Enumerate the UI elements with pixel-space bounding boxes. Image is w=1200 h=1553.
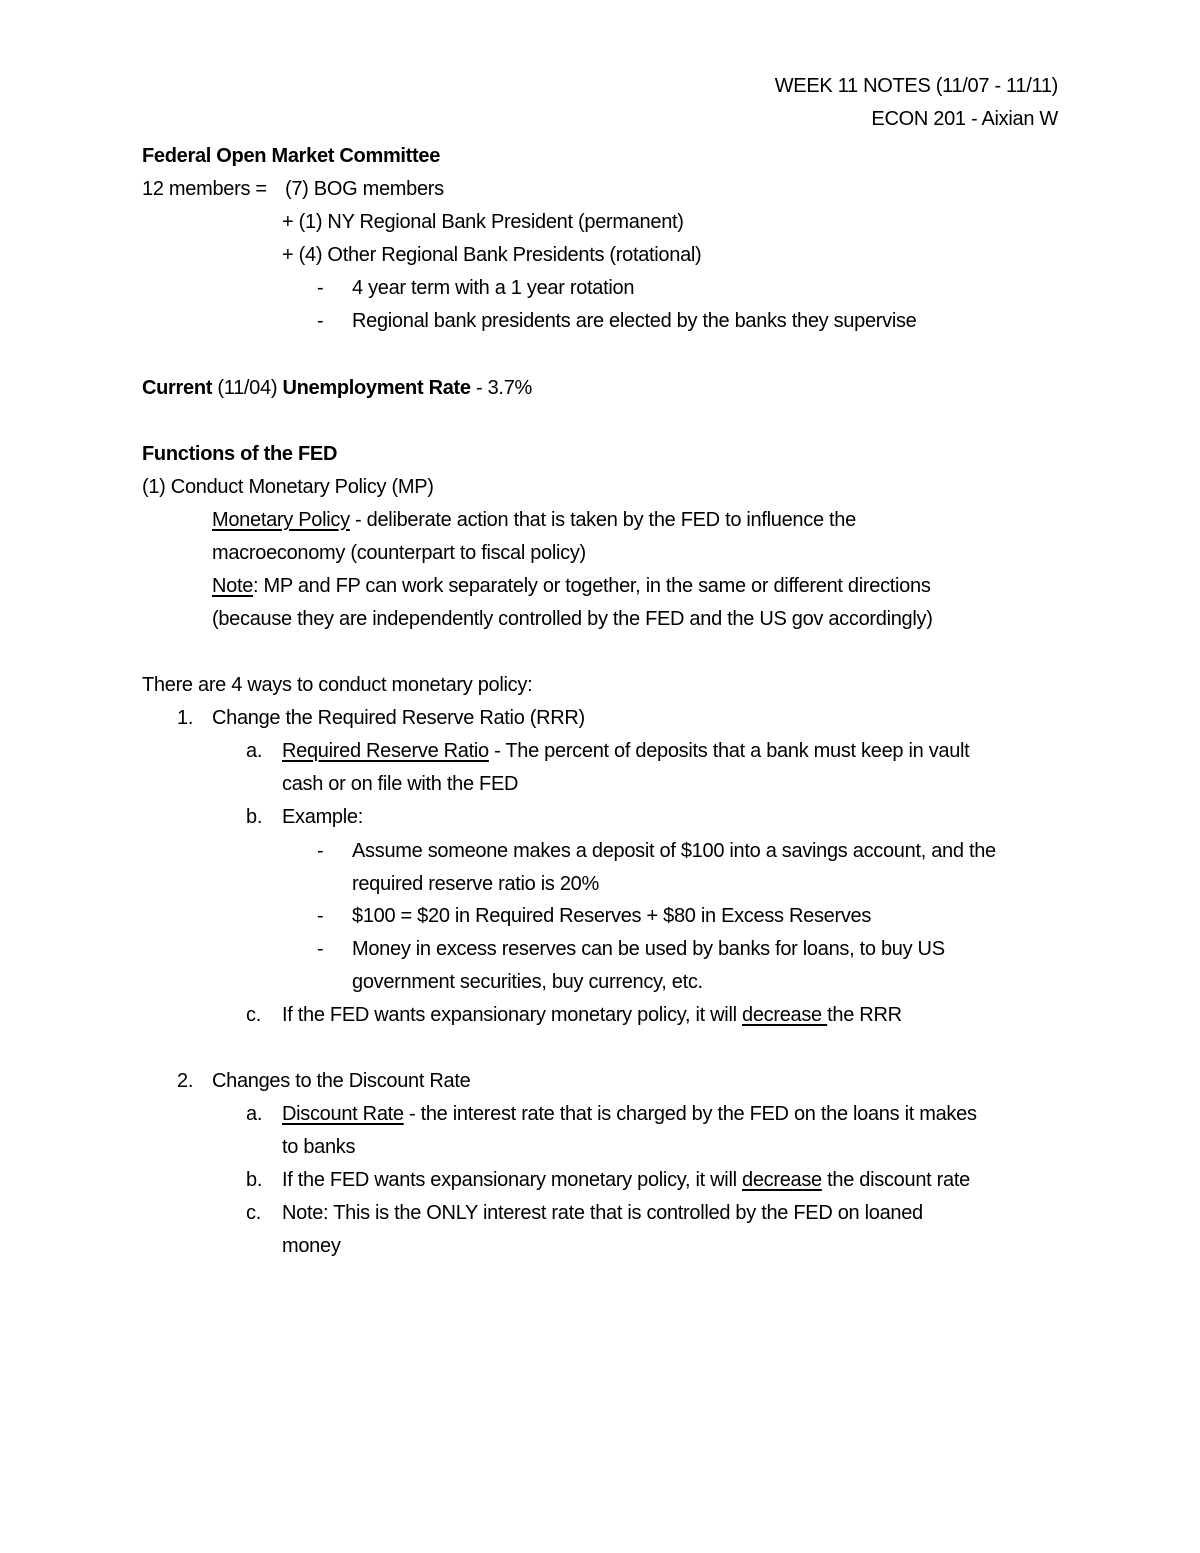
way-2-title: Changes to the Discount Rate <box>212 1070 471 1092</box>
list-letter: c. <box>246 1202 261 1224</box>
list-letter: c. <box>246 1004 261 1026</box>
discount-expansionary-line: If the FED wants expansionary monetary policy, it will decrease the discount rate <box>282 1169 970 1191</box>
fomc-members-2: + (1) NY Regional Bank President (permanent) <box>282 211 684 233</box>
functions-item-1: (1) Conduct Monetary Policy (MP) <box>142 476 434 498</box>
fomc-members-1: (7) BOG members <box>285 178 444 200</box>
header-course-line: ECON 201 - Aixian W <box>871 108 1058 130</box>
rrr-expansionary-line: If the FED wants expansionary monetary policy, it will decrease the RRR <box>282 1004 902 1026</box>
list-letter: b. <box>246 806 263 828</box>
example-1-line-2: required reserve ratio is 20% <box>352 873 599 895</box>
list-letter: b. <box>246 1169 263 1191</box>
dash-bullet: - <box>317 905 324 927</box>
discount-definition-line-2: to banks <box>282 1136 356 1158</box>
fomc-bullet-2: Regional bank presidents are elected by the banks they supervise <box>352 310 917 332</box>
unemployment-line: Current (11/04) Unemployment Rate - 3.7% <box>142 377 532 399</box>
mp-definition-line-2: macroeconomy (counterpart to fiscal policy) <box>212 542 586 564</box>
way-1-title: Change the Required Reserve Ratio (RRR) <box>212 707 585 729</box>
dash-bullet: - <box>317 938 324 960</box>
note-line-1: Note: MP and FP can work separately or together, in the same or different directions <box>212 575 931 597</box>
rrr-definition-line-1: Required Reserve Ratio - The percent of deposits that a bank must keep in vault <box>282 740 970 762</box>
list-letter: a. <box>246 1103 263 1125</box>
list-number: 2. <box>177 1070 194 1092</box>
discount-note-line-1: Note: This is the ONLY interest rate that is controlled by the FED on loaned <box>282 1202 923 1224</box>
example-3-line-1: Money in excess reserves can be used by banks for loans, to buy US <box>352 938 945 960</box>
example-2: $100 = $20 in Required Reserves + $80 in Excess Reserves <box>352 905 872 927</box>
fomc-bullet-1: 4 year term with a 1 year rotation <box>352 277 635 299</box>
fomc-heading: Federal Open Market Committee <box>142 145 441 167</box>
list-letter: a. <box>246 740 263 762</box>
example-1-line-1: Assume someone makes a deposit of $100 into a savings account, and the <box>352 840 996 862</box>
header-week-line: WEEK 11 NOTES (11/07 - 11/11) <box>774 75 1058 97</box>
rrr-definition-line-2: cash or on file with the FED <box>282 773 519 795</box>
example-3-line-2: government securities, buy currency, etc. <box>352 971 703 993</box>
note-line-2: (because they are independently controlled by the FED and the US gov accordingly) <box>212 608 933 630</box>
discount-note-line-2: money <box>282 1235 341 1257</box>
ways-intro: There are 4 ways to conduct monetary policy: <box>142 674 533 696</box>
mp-definition-line-1: Monetary Policy - deliberate action that is taken by the FED to influence the <box>212 509 856 531</box>
list-number: 1. <box>177 707 194 729</box>
example-label: Example: <box>282 806 363 828</box>
fomc-members-3: + (4) Other Regional Bank Presidents (rotational) <box>282 244 702 266</box>
dash-bullet: - <box>317 277 324 299</box>
dash-bullet: - <box>317 310 324 332</box>
fomc-members-label: 12 members = <box>142 178 267 200</box>
discount-definition-line-1: Discount Rate - the interest rate that is charged by the FED on the loans it makes <box>282 1103 977 1125</box>
dash-bullet: - <box>317 840 324 862</box>
functions-heading: Functions of the FED <box>142 443 338 465</box>
